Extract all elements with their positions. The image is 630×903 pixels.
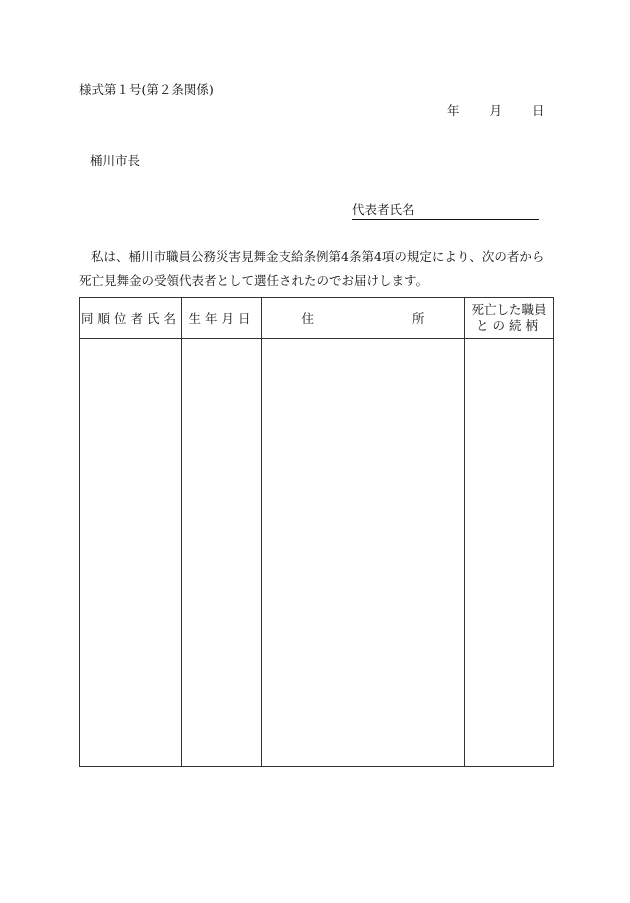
date-year-label: 年	[447, 103, 460, 118]
successor-table	[79, 297, 554, 767]
cell-birthdate[interactable]	[182, 339, 262, 767]
header-address-char-1: 住	[301, 311, 315, 326]
cell-relation[interactable]	[465, 339, 554, 767]
cell-address[interactable]	[262, 339, 465, 767]
addressee: 桶川市長	[90, 153, 141, 168]
table-row	[80, 339, 554, 767]
header-birthdate: 生年月日	[182, 298, 262, 339]
date-day-label: 日	[531, 103, 545, 118]
cell-name[interactable]	[80, 339, 182, 767]
table-header-row	[80, 298, 554, 339]
header-name: 同順位者氏名	[80, 298, 182, 339]
header-relation-line-1: 死亡した職員	[471, 302, 547, 317]
body-text: 私は、桶川市職員公務災害見舞金支給条例第4条第4項の規定により、次の者から死亡見舞金の受領代表者として選任されたのでお届けします。	[79, 249, 545, 288]
form-number: 様式第１号(第２条関係)	[79, 82, 214, 97]
date-month-label: 月	[489, 103, 502, 118]
header-relation-line-2: との続柄	[475, 318, 542, 333]
representative-name-label: 代表者氏名	[352, 202, 415, 217]
header-address-char-2: 所	[411, 311, 425, 326]
representative-name-field[interactable]	[352, 200, 539, 220]
header-relation	[465, 298, 554, 339]
date-line	[447, 101, 544, 119]
header-address	[262, 298, 465, 339]
